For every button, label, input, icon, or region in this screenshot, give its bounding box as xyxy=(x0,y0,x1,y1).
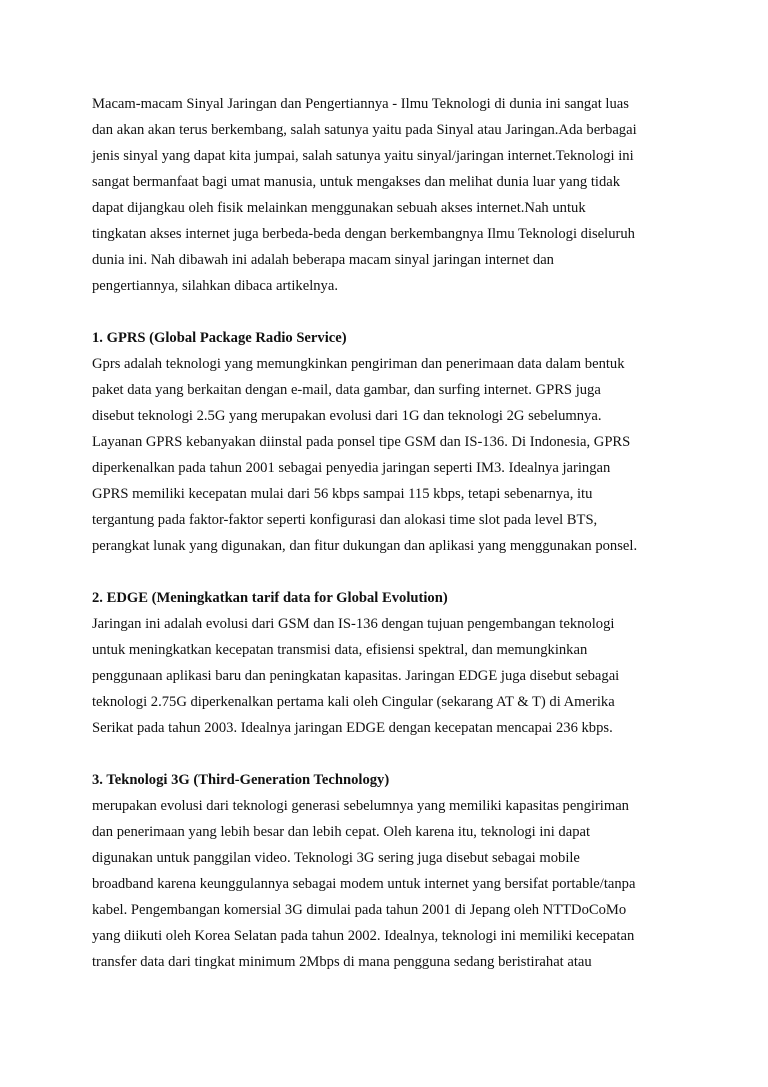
section-line: digunakan untuk panggilan video. Teknologi 3G sering juga disebut sebagai mobile xyxy=(92,850,580,866)
section-line: merupakan evolusi dari teknologi generasi sebelumnya yang memiliki kapasitas pengiriman xyxy=(92,798,629,814)
section-line: untuk meningkatkan kecepatan transmisi data, efisiensi spektral, dan memungkinkan xyxy=(92,642,588,658)
paragraph-gap xyxy=(92,559,692,585)
section-line: disebut teknologi 2.5G yang merupakan evolusi dari 1G dan teknologi 2G sebelumnya. xyxy=(92,408,602,424)
section-line: yang diikuti oleh Korea Selatan pada tahun 2002. Idealnya, teknologi ini memiliki kecepatan xyxy=(92,928,635,944)
section-gprs xyxy=(92,325,692,559)
intro-line: dapat dijangkau oleh fisik melainkan menggunakan sebuah akses internet.Nah untuk xyxy=(92,200,586,216)
section-line: paket data yang berkaitan dengan e-mail, data gambar, dan surfing internet. GPRS juga xyxy=(92,382,601,398)
section-line: GPRS memiliki kecepatan mulai dari 56 kbps sampai 115 kbps, tetapi sebenarnya, itu xyxy=(92,486,593,502)
section-line: Jaringan ini adalah evolusi dari GSM dan IS-136 dengan tujuan pengembangan teknologi xyxy=(92,616,615,632)
section-line: tergantung pada faktor-faktor seperti konfigurasi dan alokasi time slot pada level BTS, xyxy=(92,512,598,528)
intro-line: tingkatan akses internet juga berbeda-beda dengan berkembangnya Ilmu Teknologi diseluruh xyxy=(92,226,635,242)
section-line: teknologi 2.75G diperkenalkan pertama kali oleh Cingular (sekarang AT & T) di Amerika xyxy=(92,694,615,710)
paragraph-gap xyxy=(92,741,692,767)
section-line: transfer data dari tingkat minimum 2Mbps di mana pengguna sedang beristirahat atau xyxy=(92,954,592,970)
section-line: kabel. Pengembangan komersial 3G dimulai pada tahun 2001 di Jepang oleh NTTDoCoMo xyxy=(92,902,627,918)
section-3g xyxy=(92,767,692,975)
section-heading: 3. Teknologi 3G (Third-Generation Technology) xyxy=(92,772,390,788)
intro-line: jenis sinyal yang dapat kita jumpai, salah satunya yaitu sinyal/jaringan internet.Teknologi ini xyxy=(92,148,634,164)
intro-line: dan akan akan terus berkembang, salah satunya yaitu pada Sinyal atau Jaringan.Ada berbagai xyxy=(92,122,637,138)
intro-line: dunia ini. Nah dibawah ini adalah beberapa macam sinyal jaringan internet dan xyxy=(92,252,554,268)
section-heading: 2. EDGE (Meningkatkan tarif data for Global Evolution) xyxy=(92,590,448,606)
section-line: perangkat lunak yang digunakan, dan fitur dukungan dan aplikasi yang menggunakan ponsel. xyxy=(92,538,638,554)
section-line: dan penerimaan yang lebih besar dan lebih cepat. Oleh karena itu, teknologi ini dapat xyxy=(92,824,591,840)
intro-line: Macam-macam Sinyal Jaringan dan Pengertiannya - Ilmu Teknologi di dunia ini sangat luas xyxy=(92,96,629,112)
section-line: Serikat pada tahun 2003. Idealnya jaringan EDGE dengan kecepatan mencapai 236 kbps. xyxy=(92,720,613,736)
section-line: Layanan GPRS kebanyakan diinstal pada ponsel tipe GSM dan IS-136. Di Indonesia, GPRS xyxy=(92,434,631,450)
section-edge xyxy=(92,585,692,741)
section-line: Gprs adalah teknologi yang memungkinkan pengiriman dan penerimaan data dalam bentuk xyxy=(92,356,625,372)
intro-paragraph xyxy=(92,91,692,299)
intro-line: pengertiannya, silahkan dibaca artikelnya. xyxy=(92,278,338,294)
document-body xyxy=(92,91,692,975)
section-line: penggunaan aplikasi baru dan peningkatan kapasitas. Jaringan EDGE juga disebut sebagai xyxy=(92,668,620,684)
paragraph-gap xyxy=(92,299,692,325)
section-line: diperkenalkan pada tahun 2001 sebagai penyedia jaringan seperti IM3. Idealnya jaringan xyxy=(92,460,611,476)
intro-line: sangat bermanfaat bagi umat manusia, untuk mengakses dan melihat dunia luar yang tidak xyxy=(92,174,621,190)
section-line: broadband karena keunggulannya sebagai modem untuk internet yang bersifat portable/tanpa xyxy=(92,876,636,892)
section-heading: 1. GPRS (Global Package Radio Service) xyxy=(92,330,347,346)
